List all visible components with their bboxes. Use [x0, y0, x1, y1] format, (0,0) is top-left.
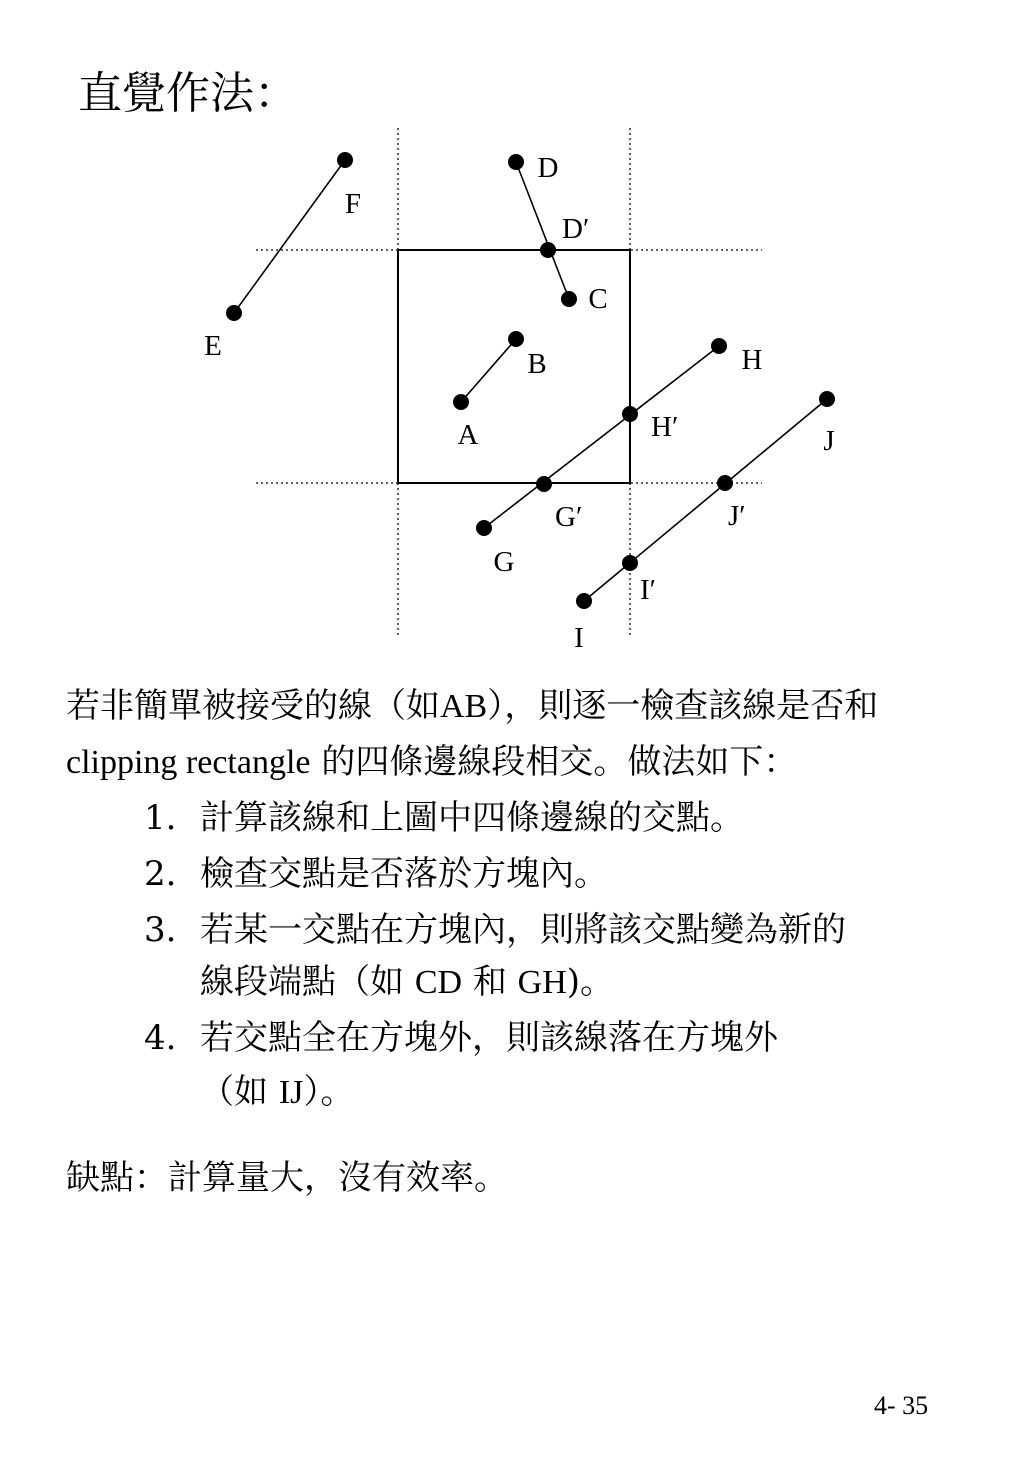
step-4 [144, 1010, 778, 1066]
page-number: 4- 35 [874, 1391, 929, 1420]
point-G [476, 520, 492, 536]
label-H: H [741, 344, 763, 376]
step-3 [144, 902, 846, 958]
point-A [453, 394, 469, 410]
label-I-prime: I′ [640, 574, 657, 606]
step-4-number: 4. [144, 1018, 177, 1058]
step-3-cont-e: )。 [566, 962, 615, 1002]
step-3-text: 若某一交點在方塊內，則將該交點變為新的 [200, 910, 846, 950]
step-1-number: 1. [144, 798, 177, 838]
label-H-prime: H′ [651, 411, 679, 443]
step-4-cont-a: （如 [200, 1072, 279, 1112]
point-D-prime [540, 242, 556, 258]
point-E [226, 305, 242, 321]
segment-GH [484, 346, 719, 528]
point-J-prime [717, 475, 733, 491]
label-F: F [344, 188, 362, 220]
label-J-prime: J′ [728, 500, 746, 532]
drawback-line: 缺點：計算量大，沒有效率。 [66, 1158, 508, 1198]
page-heading: 直覺作法： [78, 68, 298, 119]
segment-endpoints [226, 152, 835, 609]
point-H [711, 338, 727, 354]
intro-text-1c: ），則逐一檢查該線是否和 [487, 686, 879, 726]
point-J [819, 391, 835, 407]
step-4-text: 若交點全在方塊外，則該線落在方塊外 [200, 1018, 778, 1058]
point-D [508, 154, 524, 170]
step-3-continuation [200, 954, 614, 1011]
step-2-number: 2. [144, 854, 177, 894]
line-segments [234, 160, 827, 601]
clipping-figure [0, 0, 1024, 660]
point-F [337, 152, 353, 168]
label-G: G [493, 546, 515, 578]
label-B: B [527, 348, 547, 380]
label-D: D [537, 152, 559, 184]
intro-text-2b: 的四條邊線段相交。做法如下： [310, 742, 798, 782]
segment-EF [234, 160, 345, 313]
label-J: J [823, 425, 835, 457]
step-4-cont-b: IJ [278, 1074, 304, 1111]
point-I [576, 593, 592, 609]
point-I-prime [622, 555, 638, 571]
segment-IJ [584, 399, 827, 601]
step-2 [144, 846, 608, 902]
point-labels [204, 152, 835, 654]
step-3-cont-d: GH [517, 964, 567, 1001]
label-A: A [457, 419, 479, 451]
segment-AB [461, 339, 516, 402]
label-E: E [204, 330, 222, 362]
label-I: I [574, 622, 584, 654]
step-3-cont-a: 線段端點（如 [200, 962, 415, 1002]
label-G-prime: G′ [555, 501, 583, 533]
step-1-text: 計算該線和上圖中四條邊線的交點。 [200, 798, 744, 838]
label-D-prime: D′ [562, 213, 590, 245]
label-C: C [588, 283, 608, 315]
intro-text-1a: 若非簡單被接受的線（如 [66, 686, 440, 726]
point-G-prime [536, 476, 552, 492]
step-3-cont-b: CD [414, 964, 463, 1001]
step-3-number: 3. [144, 910, 177, 950]
intro-line-2 [66, 734, 797, 791]
point-H-prime [622, 406, 638, 422]
step-4-cont-c: ）。 [303, 1072, 355, 1112]
point-C [561, 291, 577, 307]
step-1 [144, 790, 744, 846]
step-3-cont-c: 和 [462, 962, 518, 1002]
intro-line-1 [66, 678, 878, 735]
intro-text-2a: clipping rectangle [66, 744, 311, 781]
point-B [508, 331, 524, 347]
step-4-continuation [200, 1064, 354, 1121]
step-2-text: 檢查交點是否落於方塊內。 [200, 854, 608, 894]
intro-text-1b: AB [440, 688, 488, 725]
